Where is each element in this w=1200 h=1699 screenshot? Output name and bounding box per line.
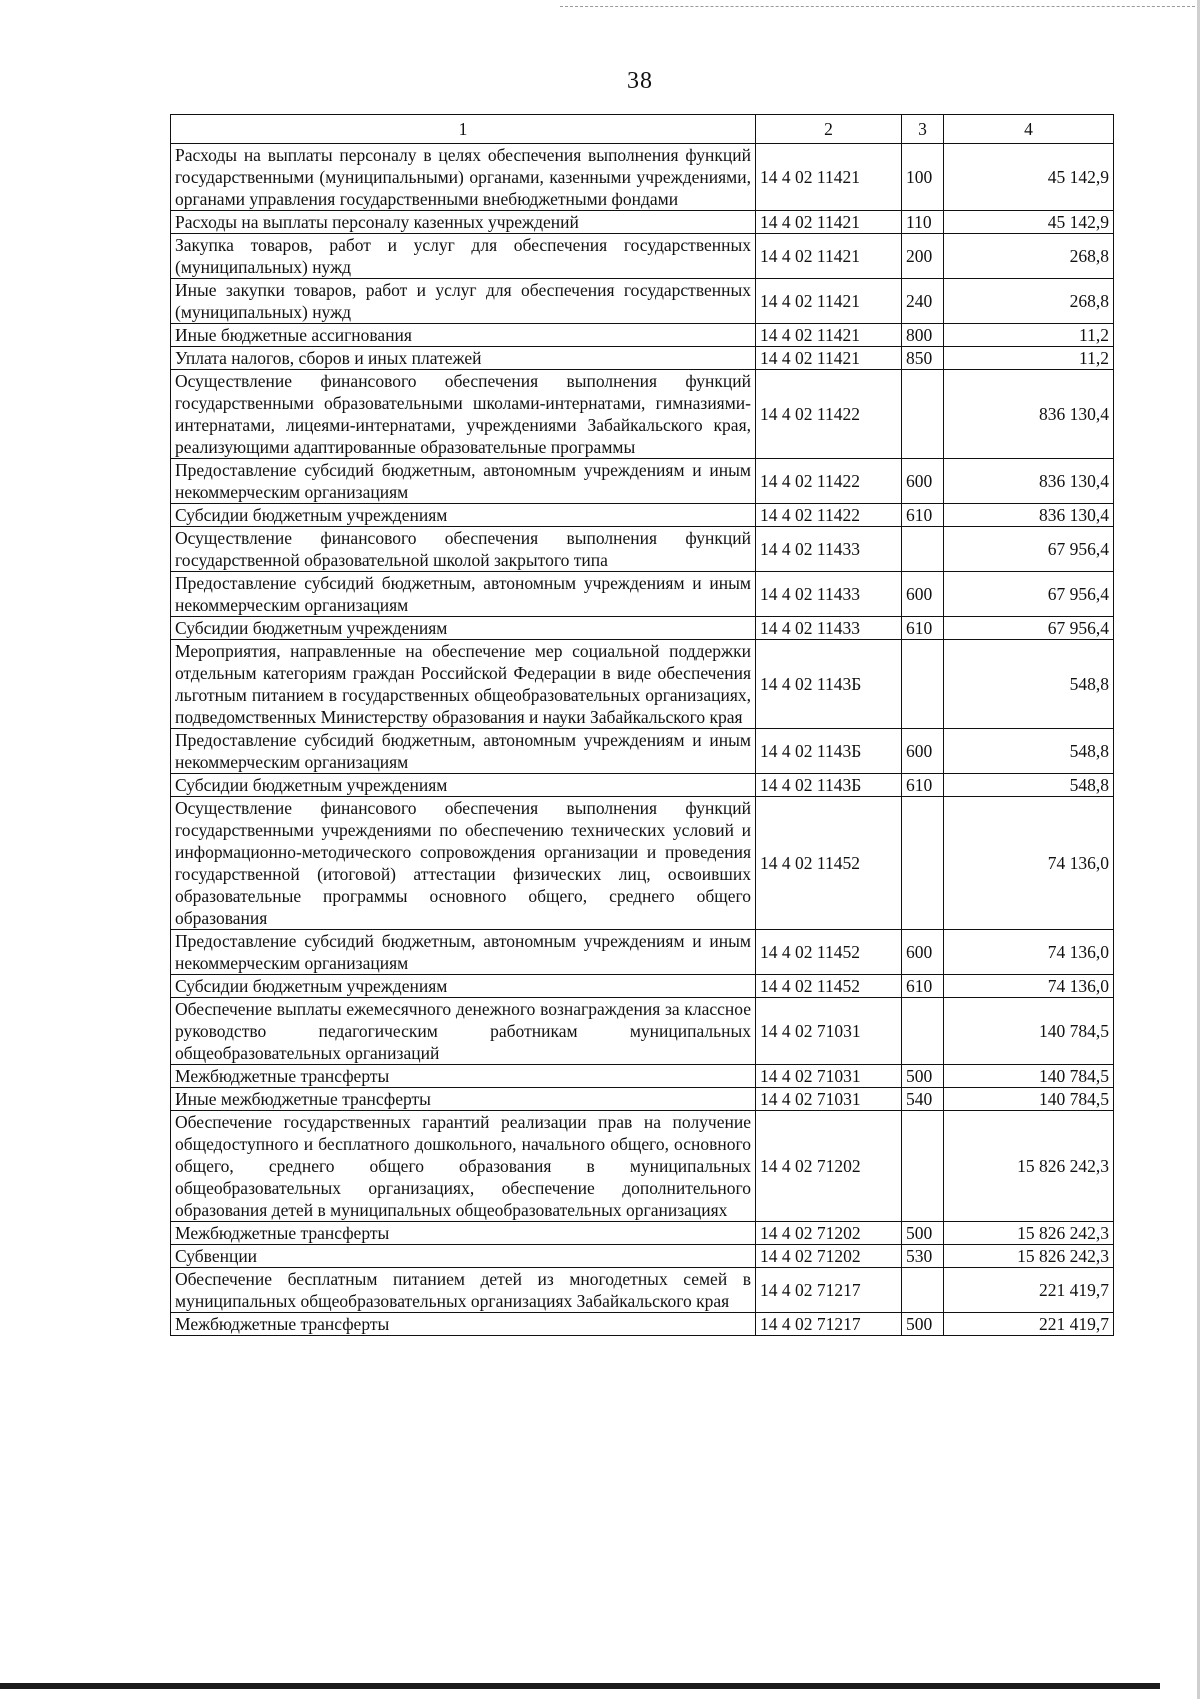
row-amount: 67 956,4: [944, 572, 1114, 617]
row-code: 14 4 02 71202: [756, 1222, 902, 1245]
row-type: [902, 998, 944, 1065]
row-name: Осуществление финансового обеспечения выполнения функций государственными учреждениями по обеспечению технических условий и информационно-методического сопровождения организации и проведения государственной (итоговой) аттестации физических лиц, освоивших образовательные программы основного общего, среднего общего образования: [171, 797, 756, 930]
table-row: [171, 1268, 1114, 1313]
table-row: [171, 504, 1114, 527]
row-type: 610: [902, 774, 944, 797]
row-code: 14 4 02 11421: [756, 234, 902, 279]
row-amount: 140 784,5: [944, 1088, 1114, 1111]
row-name: Расходы на выплаты персоналу в целях обеспечения выполнения функций государственными (муниципальными) органами, казенными учреждениями, органами управления государственными внебюджетными фондами: [171, 144, 756, 211]
row-code: 14 4 02 11421: [756, 211, 902, 234]
row-amount: 548,8: [944, 729, 1114, 774]
row-code: 14 4 02 11421: [756, 279, 902, 324]
row-name: Межбюджетные трансферты: [171, 1065, 756, 1088]
table-row: [171, 1065, 1114, 1088]
row-type: 100: [902, 144, 944, 211]
row-type: 600: [902, 729, 944, 774]
row-code: 14 4 02 11421: [756, 347, 902, 370]
page-number: 38: [627, 68, 653, 94]
column-header-name: 1: [171, 115, 756, 144]
row-name: Предоставление субсидий бюджетным, автономным учреждениям и иным некоммерческим организациям: [171, 572, 756, 617]
row-type: 540: [902, 1088, 944, 1111]
row-type: [902, 797, 944, 930]
row-type: 600: [902, 572, 944, 617]
row-amount: 268,8: [944, 279, 1114, 324]
row-amount: 15 826 242,3: [944, 1222, 1114, 1245]
table-row: [171, 1313, 1114, 1336]
row-amount: 74 136,0: [944, 930, 1114, 975]
row-name: Обеспечение выплаты ежемесячного денежного вознаграждения за классное руководство педагогическим работникам муниципальных общеобразовательных организаций: [171, 998, 756, 1065]
table-row: [171, 1222, 1114, 1245]
column-header-code: 2: [756, 115, 902, 144]
row-code: 14 4 02 11433: [756, 527, 902, 572]
row-code: 14 4 02 1143Б: [756, 729, 902, 774]
table-row: [171, 370, 1114, 459]
row-type: 240: [902, 279, 944, 324]
row-type: [902, 370, 944, 459]
row-name: Осуществление финансового обеспечения выполнения функций государственной образовательной школой закрытого типа: [171, 527, 756, 572]
table-row: [171, 234, 1114, 279]
row-type: 500: [902, 1313, 944, 1336]
table-row: [171, 211, 1114, 234]
row-code: 14 4 02 1143Б: [756, 774, 902, 797]
row-name: Иные межбюджетные трансферты: [171, 1088, 756, 1111]
row-type: 600: [902, 459, 944, 504]
row-code: 14 4 02 11433: [756, 572, 902, 617]
row-amount: 140 784,5: [944, 998, 1114, 1065]
row-code: 14 4 02 71217: [756, 1313, 902, 1336]
row-name: Расходы на выплаты персоналу казенных учреждений: [171, 211, 756, 234]
row-name: Обеспечение государственных гарантий реализации прав на получение общедоступного и бесплатного дошкольного, начального общего, основного общего, среднего общего образования в муниципальных общеобразовательных организациях, обеспечение дополнительного образования детей в муниципальных общеобразовательных организациях: [171, 1111, 756, 1222]
row-type: 200: [902, 234, 944, 279]
row-code: 14 4 02 71217: [756, 1268, 902, 1313]
table-row: [171, 998, 1114, 1065]
table-row: [171, 1245, 1114, 1268]
row-name: Иные закупки товаров, работ и услуг для обеспечения государственных (муниципальных) нужд: [171, 279, 756, 324]
row-type: 500: [902, 1065, 944, 1088]
row-code: 14 4 02 11422: [756, 370, 902, 459]
row-amount: 836 130,4: [944, 370, 1114, 459]
row-code: 14 4 02 71202: [756, 1111, 902, 1222]
row-amount: 74 136,0: [944, 797, 1114, 930]
table-row: [171, 144, 1114, 211]
row-code: 14 4 02 11422: [756, 504, 902, 527]
table-row: [171, 1111, 1114, 1222]
row-name: Мероприятия, направленные на обеспечение мер социальной поддержки отдельным категориям граждан Российской Федерации в виде обеспечения льготным питанием в государственных общеобразовательных организациях, подведомственных Министерству образования и науки Забайкальского края: [171, 640, 756, 729]
row-amount: 45 142,9: [944, 144, 1114, 211]
row-name: Субсидии бюджетным учреждениям: [171, 975, 756, 998]
row-type: 610: [902, 504, 944, 527]
row-amount: 45 142,9: [944, 211, 1114, 234]
table-header-row: [171, 115, 1114, 144]
row-type: [902, 527, 944, 572]
row-type: 500: [902, 1222, 944, 1245]
row-name: Субсидии бюджетным учреждениям: [171, 504, 756, 527]
row-type: 800: [902, 324, 944, 347]
row-code: 14 4 02 1143Б: [756, 640, 902, 729]
row-code: 14 4 02 71031: [756, 1088, 902, 1111]
row-amount: 836 130,4: [944, 504, 1114, 527]
scan-edge-bottom: [0, 1683, 1160, 1689]
row-name: Предоставление субсидий бюджетным, автономным учреждениям и иным некоммерческим организациям: [171, 930, 756, 975]
table-row: [171, 572, 1114, 617]
row-name: Закупка товаров, работ и услуг для обеспечения государственных (муниципальных) нужд: [171, 234, 756, 279]
row-amount: 15 826 242,3: [944, 1111, 1114, 1222]
table-row: [171, 527, 1114, 572]
row-type: [902, 1111, 944, 1222]
table-row: [171, 1088, 1114, 1111]
row-code: 14 4 02 71031: [756, 998, 902, 1065]
row-amount: 11,2: [944, 347, 1114, 370]
row-amount: 15 826 242,3: [944, 1245, 1114, 1268]
row-name: Уплата налогов, сборов и иных платежей: [171, 347, 756, 370]
row-code: 14 4 02 11422: [756, 459, 902, 504]
row-type: 110: [902, 211, 944, 234]
row-name: Межбюджетные трансферты: [171, 1222, 756, 1245]
table-row: [171, 975, 1114, 998]
row-type: 530: [902, 1245, 944, 1268]
row-type: 850: [902, 347, 944, 370]
row-amount: 221 419,7: [944, 1268, 1114, 1313]
row-type: 610: [902, 975, 944, 998]
row-name: Субсидии бюджетным учреждениям: [171, 617, 756, 640]
table-row: [171, 640, 1114, 729]
table-row: [171, 797, 1114, 930]
row-amount: 268,8: [944, 234, 1114, 279]
table-row: [171, 279, 1114, 324]
row-type: 610: [902, 617, 944, 640]
row-amount: 221 419,7: [944, 1313, 1114, 1336]
row-name: Субсидии бюджетным учреждениям: [171, 774, 756, 797]
table-row: [171, 930, 1114, 975]
row-code: 14 4 02 11452: [756, 975, 902, 998]
row-amount: 11,2: [944, 324, 1114, 347]
row-code: 14 4 02 71031: [756, 1065, 902, 1088]
row-name: Обеспечение бесплатным питанием детей из многодетных семей в муниципальных общеобразовательных организациях Забайкальского края: [171, 1268, 756, 1313]
table-row: [171, 617, 1114, 640]
row-type: [902, 1268, 944, 1313]
scan-edge-top: [560, 6, 1200, 7]
table-row: [171, 324, 1114, 347]
row-amount: 140 784,5: [944, 1065, 1114, 1088]
row-amount: 74 136,0: [944, 975, 1114, 998]
row-code: 14 4 02 11433: [756, 617, 902, 640]
row-type: 600: [902, 930, 944, 975]
row-name: Предоставление субсидий бюджетным, автономным учреждениям и иным некоммерческим организациям: [171, 729, 756, 774]
row-name: Иные бюджетные ассигнования: [171, 324, 756, 347]
row-amount: 548,8: [944, 640, 1114, 729]
table-row: [171, 459, 1114, 504]
row-name: Осуществление финансового обеспечения выполнения функций государственными образовательными школами-интернатами, гимназиями-интернатами, лицеями-интернатами, учреждениями Забайкальского края, реализующими адаптированные образовательные программы: [171, 370, 756, 459]
row-code: 14 4 02 11452: [756, 930, 902, 975]
row-name: Предоставление субсидий бюджетным, автономным учреждениям и иным некоммерческим организациям: [171, 459, 756, 504]
column-header-type: 3: [902, 115, 944, 144]
row-code: 14 4 02 11421: [756, 324, 902, 347]
table-row: [171, 347, 1114, 370]
row-type: [902, 640, 944, 729]
row-amount: 67 956,4: [944, 527, 1114, 572]
row-code: 14 4 02 71202: [756, 1245, 902, 1268]
table-row: [171, 774, 1114, 797]
budget-table: [170, 114, 1114, 1336]
column-header-amount: 4: [944, 115, 1114, 144]
row-code: 14 4 02 11452: [756, 797, 902, 930]
row-amount: 548,8: [944, 774, 1114, 797]
row-amount: 836 130,4: [944, 459, 1114, 504]
row-name: Субвенции: [171, 1245, 756, 1268]
row-code: 14 4 02 11421: [756, 144, 902, 211]
row-name: Межбюджетные трансферты: [171, 1313, 756, 1336]
row-amount: 67 956,4: [944, 617, 1114, 640]
table-row: [171, 729, 1114, 774]
